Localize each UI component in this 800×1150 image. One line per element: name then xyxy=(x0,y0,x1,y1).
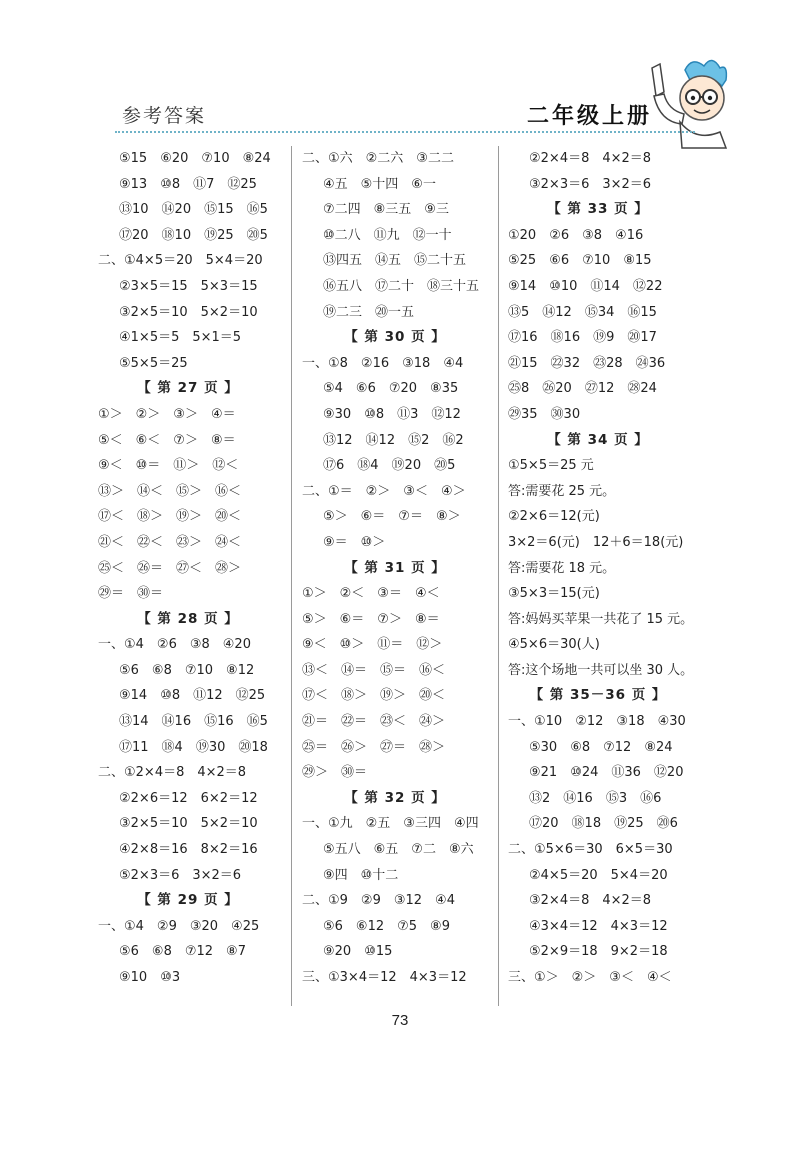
answer-line: ㉑＝ ㉒＝ ㉓＜ ㉔＞ xyxy=(302,714,446,730)
answer-line: ㉕＜ ㉖＝ ㉗＜ ㉘＞ xyxy=(98,560,242,576)
answer-line: 答:这个场地一共可以坐 30 人。 xyxy=(508,662,694,678)
answer-line: 二、①＝ ②＞ ③＜ ④＞ xyxy=(302,483,466,499)
answer-line: ⑬＜ ⑭＝ ⑮＝ ⑯＜ xyxy=(302,662,446,678)
section-heading: 【 第 34 页 】 xyxy=(547,431,649,448)
answer-line: 一、①8 ②16 ③18 ④4 xyxy=(302,355,464,371)
answer-line: ⑲二三 ⑳一五 xyxy=(323,304,415,320)
section-heading: 【 第 35－36 页 】 xyxy=(529,687,667,704)
answer-line: ⑨21 ⑩24 ⑪36 ⑫20 xyxy=(529,765,684,781)
answer-line: ⑤＞ ⑥＝ ⑦＞ ⑧＝ xyxy=(302,611,440,627)
answer-line: ⑬2 ⑭16 ⑮3 ⑯6 xyxy=(529,790,662,806)
answer-line: ㉑15 ㉒32 ㉓28 ㉔36 xyxy=(508,355,666,371)
section-heading: 【 第 28 页 】 xyxy=(137,610,239,627)
answer-line: ①＞ ②＞ ③＞ ④＝ xyxy=(98,406,236,422)
answer-line: ⑤30 ⑥8 ⑦12 ⑧24 xyxy=(529,739,673,755)
answer-column-2 xyxy=(302,146,488,991)
answer-line: 二、①4×5＝20 5×4＝20 xyxy=(98,253,263,269)
answer-line: ①20 ②6 ③8 ④16 xyxy=(508,227,644,243)
answer-line: 一、①10 ②12 ③18 ④30 xyxy=(508,714,686,730)
answer-line: ⑨13 ⑩8 ⑪7 ⑫25 xyxy=(119,176,257,192)
answer-line: ⑨14 ⑩10 ⑪14 ⑫22 xyxy=(508,278,663,294)
answer-line: ⑤＞ ⑥＝ ⑦＝ ⑧＞ xyxy=(323,509,461,525)
answer-line: ⑤2×9＝18 9×2＝18 xyxy=(529,944,668,960)
answer-line: ⑤6 ⑥8 ⑦10 ⑧12 xyxy=(119,662,255,678)
answer-line: 一、①九 ②五 ③三四 ④四 xyxy=(302,816,479,832)
answer-line: ⑬5 ⑭12 ⑮34 ⑯15 xyxy=(508,304,657,320)
answer-line: ㉙＞ ㉚＝ xyxy=(302,765,368,781)
answer-line: 3×2＝6(元) 12＋6＝18(元) xyxy=(508,534,684,550)
answer-line: 二、①5×6＝30 6×5＝30 xyxy=(508,842,673,858)
answer-line: ⑰11 ⑱4 ⑲30 ⑳18 xyxy=(119,739,268,755)
answer-line: 二、①六 ②二六 ③二二 xyxy=(302,151,454,166)
header-dotted-rule xyxy=(115,131,695,133)
answer-line: ⑨10 ⑩3 xyxy=(119,970,181,985)
section-heading: 【 第 32 页 】 xyxy=(344,789,446,806)
answer-line: ⑯五八 ⑰二十 ⑱三十五 xyxy=(323,278,480,294)
section-heading: 【 第 33 页 】 xyxy=(547,201,649,218)
answer-line: 答:需要花 18 元。 xyxy=(508,560,616,576)
answer-line: ⑨＜ ⑩＞ ⑪＝ ⑫＞ xyxy=(302,637,443,653)
answer-line: ⑤2×3＝6 3×2＝6 xyxy=(119,867,242,883)
answer-line: ㉙35 ㉚30 xyxy=(508,406,581,422)
answer-line: ⑨20 ⑩15 xyxy=(323,944,393,960)
answer-line: ①5×5＝25 元 xyxy=(508,458,594,474)
answer-line: ⑤6 ⑥12 ⑦5 ⑧9 xyxy=(323,918,450,934)
answer-line: ⑤15 ⑥20 ⑦10 ⑧24 xyxy=(119,151,271,166)
answer-line: ㉙＝ ㉚＝ xyxy=(98,586,164,602)
section-heading: 【 第 29 页 】 xyxy=(137,892,239,909)
answer-line: ⑬＞ ⑭＜ ⑮＞ ⑯＜ xyxy=(98,483,242,499)
answer-line: ⑰20 ⑱10 ⑲25 ⑳5 xyxy=(119,227,268,243)
answer-line: ㉑＜ ㉒＜ ㉓＞ ㉔＜ xyxy=(98,534,242,550)
answer-line: ④1×5＝5 5×1＝5 xyxy=(119,330,242,346)
answer-line: ⑨30 ⑩8 ⑪3 ⑫12 xyxy=(323,406,461,422)
section-heading: 【 第 30 页 】 xyxy=(344,329,446,346)
answer-line: ⑤25 ⑥6 ⑦10 ⑧15 xyxy=(508,253,652,269)
section-heading: 【 第 31 页 】 xyxy=(344,559,446,576)
answer-line: ①＞ ②＜ ③＝ ④＜ xyxy=(302,586,440,602)
answer-line: ⑰＜ ⑱＞ ⑲＞ ⑳＜ xyxy=(302,688,446,704)
section-heading: 【 第 27 页 】 xyxy=(137,380,239,397)
answer-line: ③2×4＝8 4×2＝8 xyxy=(529,893,652,909)
answer-line: ⑨四 ⑩十二 xyxy=(323,867,399,883)
answer-line: 一、①4 ②6 ③8 ④20 xyxy=(98,637,251,653)
answer-line: ④2×8＝16 8×2＝16 xyxy=(119,842,258,858)
answer-line: ②3×5＝15 5×3＝15 xyxy=(119,278,258,294)
answer-line: ③2×5＝10 5×2＝10 xyxy=(119,816,258,832)
answer-line: ⑦二四 ⑧三五 ⑨三 xyxy=(323,202,449,218)
page-number: 73 xyxy=(391,1012,409,1029)
answer-line: 三、①3×4＝12 4×3＝12 xyxy=(302,970,467,985)
answer-line: 三、①＞ ②＞ ③＜ ④＜ xyxy=(508,970,672,985)
answer-column-3 xyxy=(508,146,694,991)
answer-line: ⑤5×5＝25 xyxy=(119,355,188,371)
answer-line: 答:需要花 25 元。 xyxy=(508,483,616,499)
answer-line: ⑤五八 ⑥五 ⑦二 ⑧六 xyxy=(323,842,474,858)
answer-line: ㉕8 ㉖20 ㉗12 ㉘24 xyxy=(508,381,657,397)
column-divider xyxy=(291,146,292,1006)
answer-line: ⑤4 ⑥6 ⑦20 ⑧35 xyxy=(323,381,459,397)
answer-line: ④5×6＝30(人) xyxy=(508,637,600,653)
answer-line: ⑰16 ⑱16 ⑲9 ⑳17 xyxy=(508,330,657,346)
answer-line: ②2×6＝12 6×2＝12 xyxy=(119,790,258,806)
answer-line: ④3×4＝12 4×3＝12 xyxy=(529,918,668,934)
mascot-illustration xyxy=(630,52,730,152)
answer-line: 一、①4 ②9 ③20 ④25 xyxy=(98,918,260,934)
answer-line: ⑬14 ⑭16 ⑮16 ⑯5 xyxy=(119,714,268,730)
answer-line: ⑩二八 ⑪九 ⑫一十 xyxy=(323,227,452,243)
answer-line: ⑨＜ ⑩＝ ⑪＞ ⑫＜ xyxy=(98,458,239,474)
answer-line: ③2×3＝6 3×2＝6 xyxy=(529,176,652,192)
answer-line: 答:妈妈买苹果一共花了 15 元。 xyxy=(508,611,694,627)
answer-line: 二、①2×4＝8 4×2＝8 xyxy=(98,765,247,781)
answer-line: ②2×6＝12(元) xyxy=(508,509,600,525)
answer-line: ⑬四五 ⑭五 ⑮二十五 xyxy=(323,253,467,269)
answer-line: 二、①9 ②9 ③12 ④4 xyxy=(302,893,455,909)
answer-line: ⑬12 ⑭12 ⑮2 ⑯2 xyxy=(323,432,464,448)
answer-line: ⑰＜ ⑱＞ ⑲＞ ⑳＜ xyxy=(98,509,242,525)
answer-column-1 xyxy=(98,146,278,991)
answer-line: ⑨＝ ⑩＞ xyxy=(323,534,386,550)
answer-line: ④五 ⑤十四 ⑥一 xyxy=(323,176,436,192)
column-divider xyxy=(498,146,499,1006)
header-left-title: 参考答案 xyxy=(122,105,207,127)
answer-line: ⑬10 ⑭20 ⑮15 ⑯5 xyxy=(119,202,268,218)
answer-line: ⑰6 ⑱4 ⑲20 ⑳5 xyxy=(323,458,456,474)
header-right-title: 二年级上册 xyxy=(527,104,653,129)
answer-line: ②4×5＝20 5×4＝20 xyxy=(529,867,668,883)
answer-line: ⑤6 ⑥8 ⑦12 ⑧7 xyxy=(119,944,246,960)
answer-line: ⑰20 ⑱18 ⑲25 ⑳6 xyxy=(529,816,678,832)
answer-line: ②2×4＝8 4×2＝8 xyxy=(529,151,652,166)
answer-line: ③5×3＝15(元) xyxy=(508,586,600,602)
answer-line: ㉕＝ ㉖＞ ㉗＝ ㉘＞ xyxy=(302,739,446,755)
answer-line: ⑤＜ ⑥＜ ⑦＞ ⑧＝ xyxy=(98,432,236,448)
answer-line: ③2×5＝10 5×2＝10 xyxy=(119,304,258,320)
answer-line: ⑨14 ⑩8 ⑪12 ⑫25 xyxy=(119,688,266,704)
